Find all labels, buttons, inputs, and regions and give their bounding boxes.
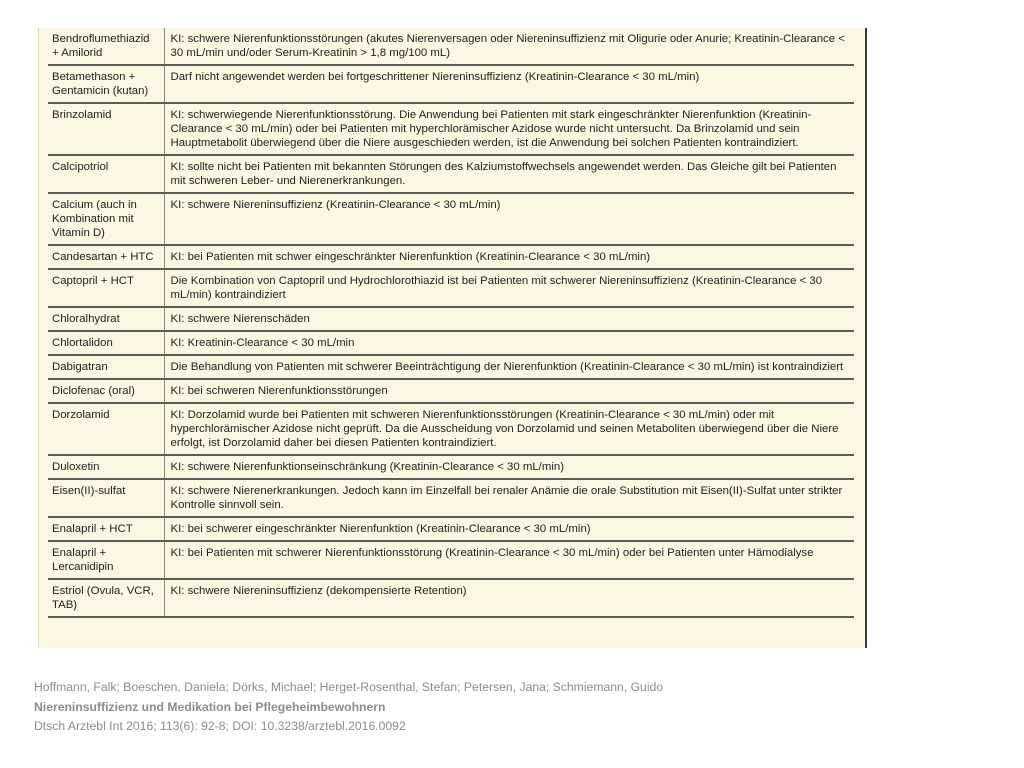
drug-name-cell: Brinzolamid [48,103,164,155]
contraindication-cell: KI: schwere Niereninsuffizienz (Kreatinin-Clearance < 30 mL/min) [164,193,854,245]
table-body [48,28,854,617]
drug-name-cell: Enalapril + Lercanidipin [48,541,164,579]
table-row [48,455,854,479]
contraindication-cell: KI: schwere Nierenfunktionsstörungen (akutes Nierenversagen oder Niereninsuffizienz mit Oligurie oder Anurie; Kreatinin-Clearance < 30 mL/min und/oder Serum-Kreatinin > 1,8 mg/100 mL) [164,28,854,65]
contraindication-cell: KI: schwerwiegende Nierenfunktionsstörung. Die Anwendung bei Patienten mit stark eingeschränkter Nierenfunktion (Kreatinin-Clearance < 30 mL/min) oder bei Patienten mit hyperchlorämischer Azidose wurde nicht untersucht. Da Brinzolamid und sein Hauptmetabolit überwiegend über die Niere ausgeschieden werden, ist die Anwendung bei solchen Patienten kontraindiziert. [164,103,854,155]
citation [34,678,663,737]
contraindication-cell: KI: schwere Nierenerkrankungen. Jedoch kann im Einzelfall bei renaler Anämie die orale Substitution mit Eisen(II)-Sulfat unter strikter Kontrolle sinnvoll sein. [164,479,854,517]
drug-name-cell: Captopril + HCT [48,269,164,307]
contraindication-cell: KI: bei schweren Nierenfunktionsstörungen [164,379,854,403]
citation-authors: Hoffmann, Falk; Boeschen, Daniela; Dörks, Michael; Herget-Rosenthal, Stefan; Petersen, Jana; Schmiemann, Guido [34,680,664,694]
table-row [48,269,854,307]
contraindication-cell: KI: schwere Nierenschäden [164,307,854,331]
drug-name-cell: Betamethason + Gentamicin (kutan) [48,65,164,103]
drug-name-cell: Calcipotriol [48,155,164,193]
table-panel [38,28,867,648]
contraindication-cell: KI: Kreatinin-Clearance < 30 mL/min [164,331,854,355]
drug-name-cell: Estriol (Ovula, VCR, TAB) [48,579,164,617]
drug-name-cell: Diclofenac (oral) [48,379,164,403]
drug-name-cell: Chloralhydrat [48,307,164,331]
contraindication-cell: KI: Dorzolamid wurde bei Patienten mit schweren Nierenfunktionsstörungen (Kreatinin-Clearance < 30 mL/min) oder mit hyperchlorämischer Azidose nicht geprüft. Da die Ausscheidung von Dorzolamid und seinen Metaboliten überwiegend über die Niere erfolgt, ist Dorzolamid daher bei diesen Patienten kontraindiziert. [164,403,854,455]
contraindication-cell: KI: bei Patienten mit schwer eingeschränkter Nierenfunktion (Kreatinin-Clearance < 30 mL/min) [164,245,854,269]
contraindication-cell: KI: schwere Nierenfunktionseinschränkung (Kreatinin-Clearance < 30 mL/min) [164,455,854,479]
contraindication-cell: KI: sollte nicht bei Patienten mit bekannten Störungen des Kalziumstoffwechsels angewendet werden. Das Gleiche gilt bei Patienten mit schweren Leber- und Nierenerkrankungen. [164,155,854,193]
contraindication-cell: KI: bei schwerer eingeschränkter Nierenfunktion (Kreatinin-Clearance < 30 mL/min) [164,517,854,541]
drug-name-cell: Duloxetin [48,455,164,479]
drug-name-cell: Chlortalidon [48,331,164,355]
contraindication-cell: KI: bei Patienten mit schwerer Nierenfunktionsstörung (Kreatinin-Clearance < 30 mL/min) oder bei Patienten unter Hämodialyse [164,541,854,579]
drug-name-cell: Enalapril + HCT [48,517,164,541]
drug-name-cell: Candesartan + HTC [48,245,164,269]
table-row [48,379,854,403]
table-row [48,541,854,579]
drug-name-cell: Dabigatran [48,355,164,379]
table-row [48,479,854,517]
table-row [48,579,854,617]
table-row [48,103,854,155]
table-row [48,403,854,455]
drug-name-cell: Bendroflumethiazid + Amilorid [48,28,164,65]
table-row [48,331,854,355]
table-row [48,155,854,193]
table-row [48,307,854,331]
contraindication-table [48,28,854,618]
contraindication-cell: KI: schwere Niereninsuffizienz (dekompensierte Retention) [164,579,854,617]
table-row [48,65,854,103]
drug-name-cell: Dorzolamid [48,403,164,455]
contraindication-cell: Darf nicht angewendet werden bei fortgeschrittener Niereninsuffizienz (Kreatinin-Clearance < 30 mL/min) [164,65,854,103]
table-row [48,355,854,379]
table-row [48,245,854,269]
table-row [48,193,854,245]
contraindication-cell: Die Kombination von Captopril und Hydrochlorothiazid ist bei Patienten mit schwerer Niereninsuffizienz (Kreatinin-Clearance < 30 mL/min) kontraindiziert [164,269,854,307]
citation-source: Dtsch Arztebl Int 2016; 113(6): 92-8; DOI: 10.3238/arztebl.2016.0092 [34,719,406,733]
drug-name-cell: Eisen(II)-sulfat [48,479,164,517]
citation-title: Niereninsuffizienz und Medikation bei Pflegeheimbewohnern [34,699,386,714]
drug-name-cell: Calcium (auch in Kombination mit Vitamin D) [48,193,164,245]
table-row [48,28,854,65]
table-row [48,517,854,541]
contraindication-cell: Die Behandlung von Patienten mit schwerer Beeinträchtigung der Nierenfunktion (Kreatinin-Clearance < 30 mL/min) ist kontraindiziert [164,355,854,379]
